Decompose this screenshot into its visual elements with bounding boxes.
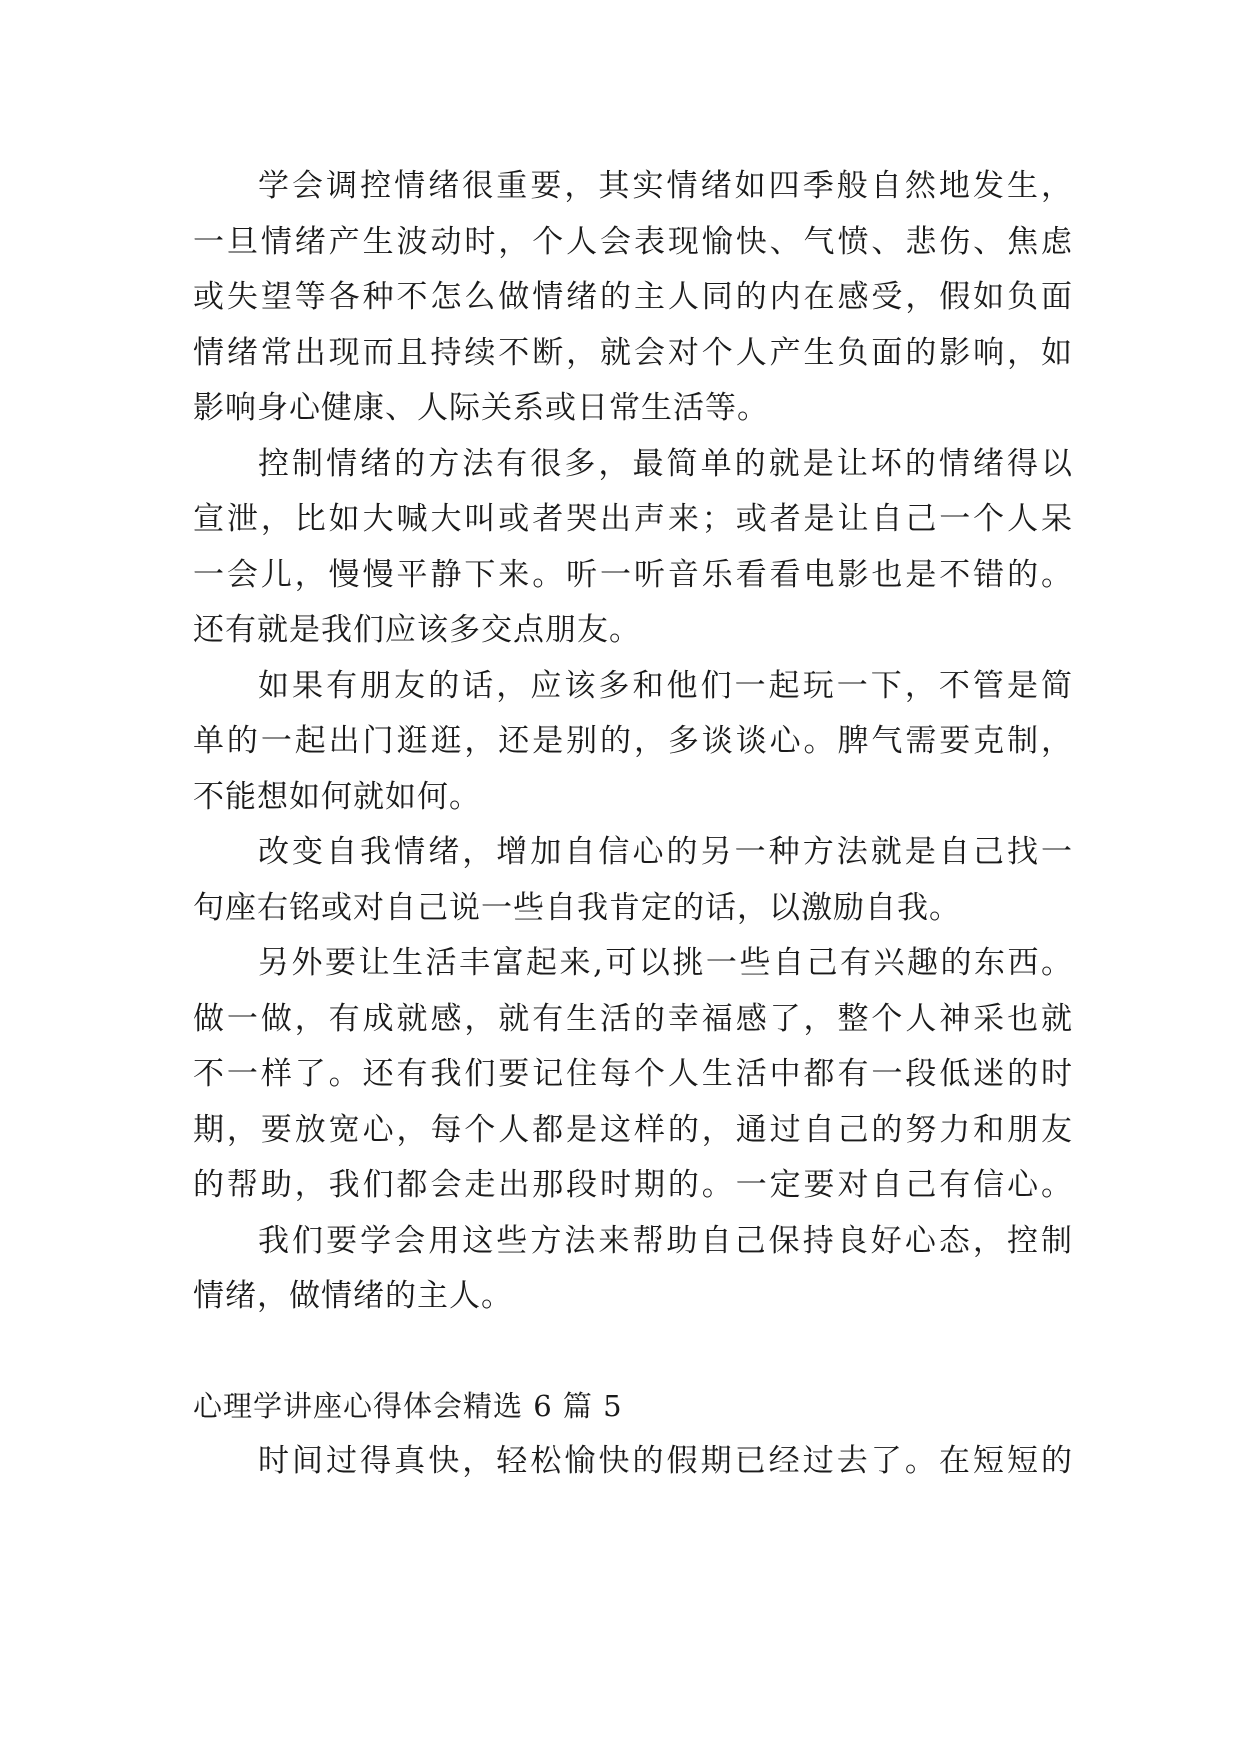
- paragraph-5-line-4: 期，要放宽心，每个人都是这样的，通过自己的努力和朋友: [193, 1112, 1073, 1148]
- paragraph-1-line-3: 或失望等各种不怎么做情绪的主人同的内在感受，假如负面: [193, 279, 1073, 315]
- paragraph-2-line-2: 宣泄，比如大喊大叫或者哭出声来；或者是让自己一个人呆: [193, 501, 1073, 537]
- paragraph-2-line-1: 控制情绪的方法有很多，最简单的就是让坏的情绪得以: [258, 446, 1073, 482]
- paragraph-2-line-4: 还有就是我们应该多交点朋友。: [193, 612, 641, 648]
- paragraph-6-line-1: 我们要学会用这些方法来帮助自己保持良好心态，控制: [258, 1223, 1073, 1259]
- paragraph-5-line-2: 做一做，有成就感，就有生活的幸福感了，整个人神采也就: [193, 1001, 1073, 1037]
- paragraph-3-line-1: 如果有朋友的话，应该多和他们一起玩一下，不管是简: [258, 668, 1073, 704]
- paragraph-2-line-3: 一会儿，慢慢平静下来。听一听音乐看看电影也是不错的。: [193, 557, 1073, 593]
- paragraph-1-line-2: 一旦情绪产生波动时，个人会表现愉快、气愤、悲伤、焦虑: [193, 224, 1073, 260]
- paragraph-3-line-3: 不能想如何就如何。: [193, 779, 481, 815]
- paragraph-4-line-2: 句座右铭或对自己说一些自我肯定的话，以激励自我。: [193, 890, 961, 926]
- final-paragraph-line-1: 时间过得真快，轻松愉快的假期已经过去了。在短短的: [258, 1443, 1073, 1479]
- paragraph-3-line-2: 单的一起出门逛逛，还是别的，多谈谈心。脾气需要克制，: [193, 723, 1073, 759]
- paragraph-5-line-5: 的帮助，我们都会走出那段时期的。一定要对自己有信心。: [193, 1167, 1073, 1203]
- section-heading: 心理学讲座心得体会精选 6 篇 5: [193, 1389, 623, 1423]
- paragraph-1-line-5: 影响身心健康、人际关系或日常生活等。: [193, 390, 769, 426]
- paragraph-4-line-1: 改变自我情绪，增加自信心的另一种方法就是自己找一: [258, 834, 1073, 870]
- paragraph-6-line-2: 情绪，做情绪的主人。: [193, 1278, 513, 1314]
- paragraph-1-line-1: 学会调控情绪很重要，其实情绪如四季般自然地发生，: [258, 168, 1073, 204]
- paragraph-1-line-4: 情绪常出现而且持续不断，就会对个人产生负面的影响，如: [193, 335, 1073, 371]
- paragraph-5-line-3: 不一样了。还有我们要记住每个人生活中都有一段低迷的时: [193, 1056, 1073, 1092]
- paragraph-5-line-1: 另外要让生活丰富起来,可以挑一些自己有兴趣的东西。: [258, 945, 1073, 981]
